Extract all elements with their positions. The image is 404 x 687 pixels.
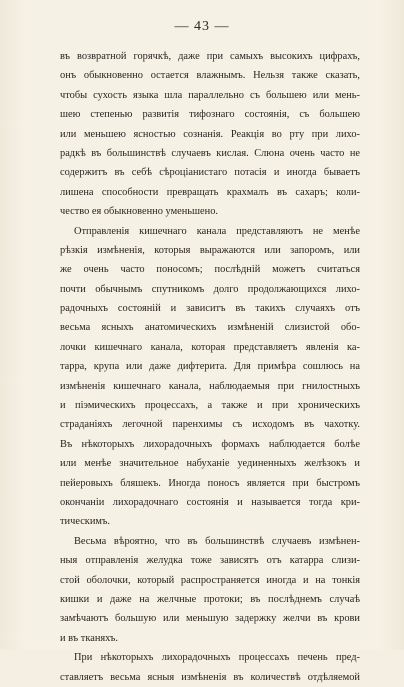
text-line: же очень часто поносомъ; послѣдній можетъ считаться [60,264,360,276]
text-line: ныя отправленія желудка тоже зависятъ отъ катарра слизи- [60,555,360,567]
paragraph-4 [60,648,360,687]
body-text [60,47,360,687]
text-line: кишки и даже на желчные протоки; въ послѣднемъ случаѣ [60,593,360,605]
text-line: чество ея обыкновенно уменьшено. [60,206,219,218]
text-line: ставляетъ весьма ясныя измѣненія въ количествѣ отдѣляемой [60,671,360,683]
text-line: При нѣкоторыхъ лихорадочныхъ процессахъ печень пред- [74,652,360,664]
text-line: чтобы сухость языка шла параллельно съ большею или мень- [60,89,360,101]
paragraph-3 [60,532,360,648]
page-number: — 43 — [174,19,230,34]
text-line: Весьма вѣроятно, что въ большинствѣ случаевъ измѣнен- [74,535,360,547]
text-line: рѣзкія измѣненія, которыя выражаются или запоромъ, или [60,244,360,256]
text-line: онъ обыкновенно остается влажнымъ. Нельзя также сказать, [60,70,360,82]
text-line: измѣненія кишечнаго канала, наблюдаемыя при гнилостныхъ [60,380,360,392]
text-line: стой оболочки, который распространяется иногда и на тонкія [60,574,360,586]
text-line: почти обычнымъ спутникомъ долго продолжающихся лихо- [60,283,360,295]
text-line: тическимъ. [60,516,110,528]
text-line: Въ нѣкоторыхъ лихорадочныхъ формахъ наблюдается болѣе [60,438,360,450]
text-line: радочныхъ состояній и зависитъ въ такихъ случаяхъ отъ [60,303,360,315]
text-line: страданіяхъ легочной паренхимы съ исходомъ въ чахотку. [60,419,360,431]
text-line: шею степенью развитія тифознаго состоянія, съ большею [60,109,360,121]
text-line: пейеровыхъ бляшекъ. Иногда поносъ является при быстромъ [60,477,360,489]
text-line: замѣчаютъ большую или меньшую задержку желчи въ крови [60,613,360,625]
paragraph-2 [60,222,360,532]
text-line: и въ тканяхъ. [60,632,118,644]
text-line: Отправленія кишечнаго канала представляютъ не менѣе [74,225,360,237]
text-line: и піэмическихъ процессахъ, а также и при хроническихъ [60,400,360,412]
text-line: содержитъ въ себѣ сѣроціанистаго потасія и иногда бываетъ [60,167,360,179]
text-line: лишена способности превращать крахмалъ въ сахаръ; коли- [60,186,360,198]
text-line: окончаніи лихорадочнаго состоянія и называется тогда кри- [60,496,360,508]
text-line: весьма ясныхъ анатомическихъ измѣненій слизистой обо- [60,322,360,334]
text-line: или менѣе значительное набуханіе уединенныхъ желѣзокъ и [60,458,360,470]
text-line: или меньшею ясностью сознанія. Реакція во рту при лихо- [60,128,360,140]
text-line: тарра, крупа или даже дифтерита. Для примѣра сошлюсь на [60,361,360,373]
text-line: лочки кишечнаго канала, которая представляетъ явленія ка- [60,341,360,353]
text-line: радкѣ въ большинствѣ случаевъ кислая. Слюна очень часто не [60,147,360,159]
paragraph-1 [60,47,360,222]
text-line: въ возвратной горячкѣ, даже при самыхъ высокихъ цифрахъ, [60,51,360,62]
